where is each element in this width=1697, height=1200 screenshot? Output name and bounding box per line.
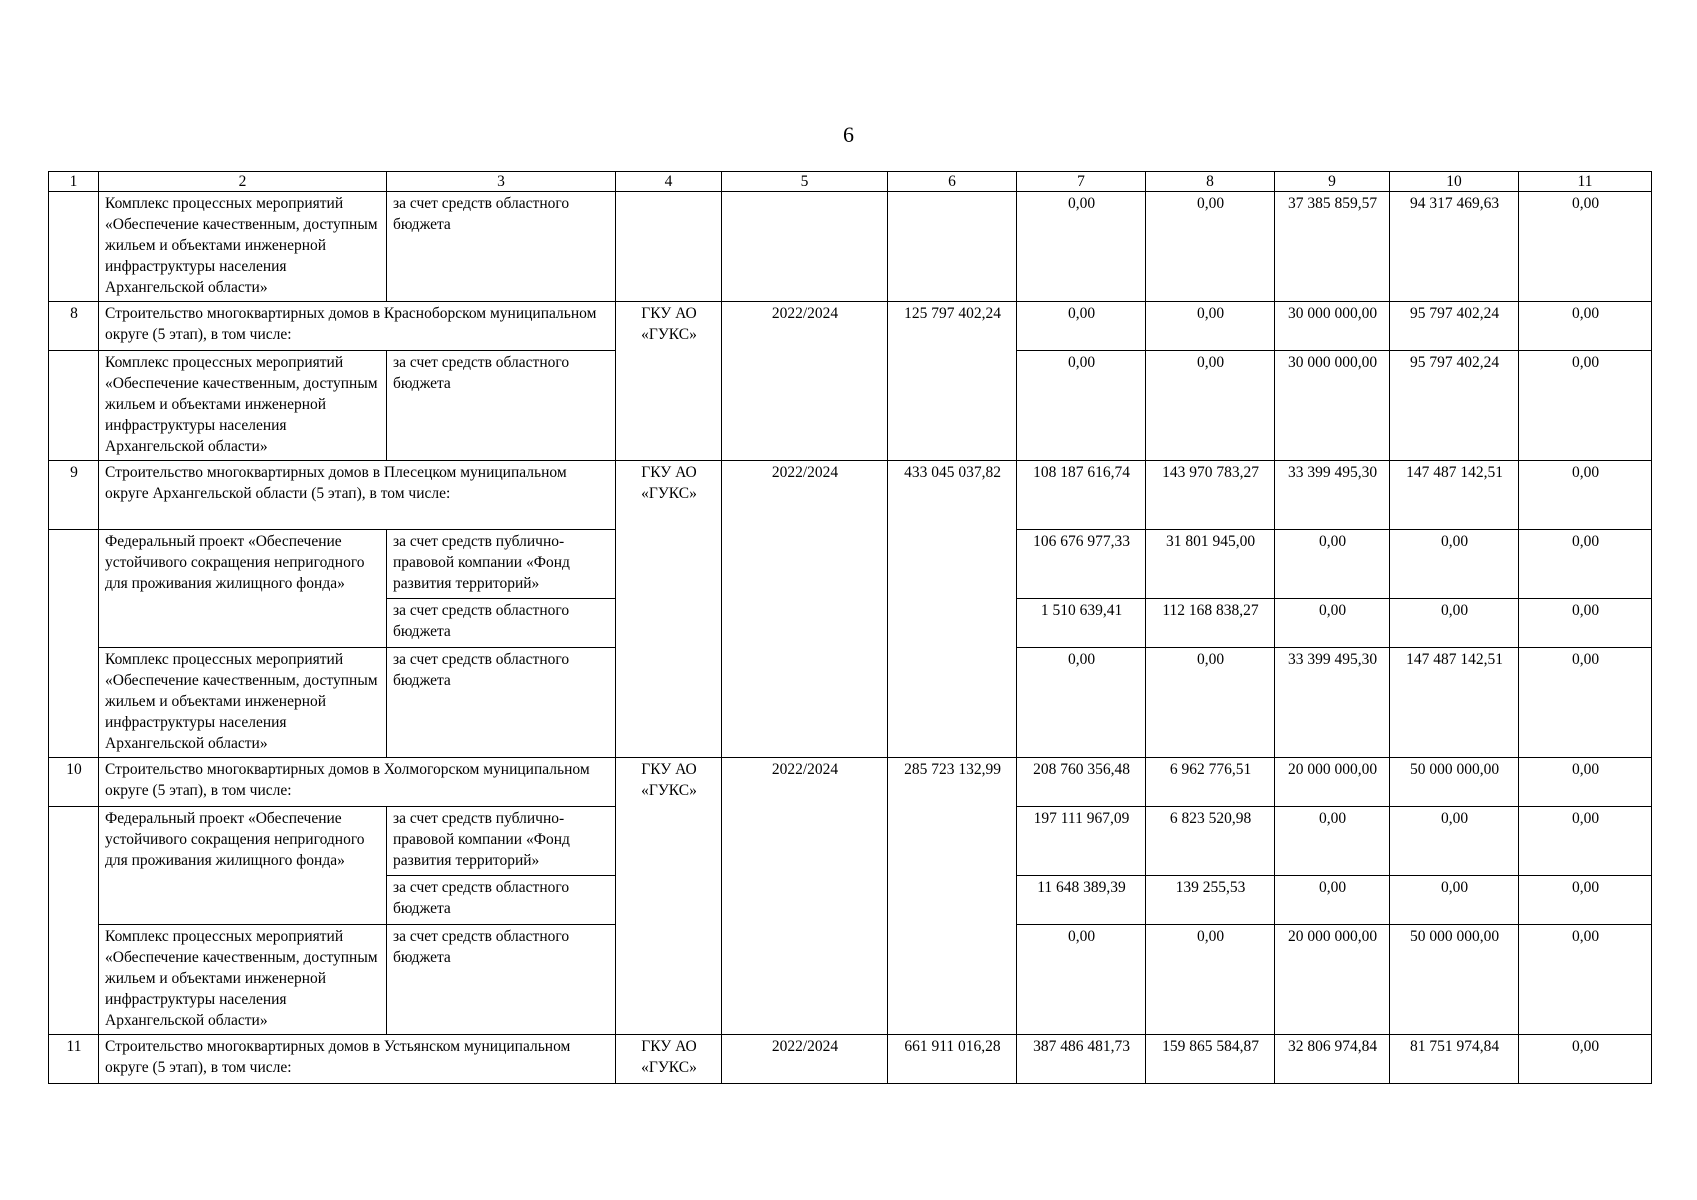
value-cell-9: 20 000 000,00 xyxy=(1275,758,1390,807)
value-cell-8: 0,00 xyxy=(1146,192,1275,302)
table-row xyxy=(49,758,1652,807)
value-cell-9: 33 399 495,30 xyxy=(1275,648,1390,758)
column-header: 7 xyxy=(1017,172,1146,192)
value-cell-7: 387 486 481,73 xyxy=(1017,1035,1146,1084)
table-header-row xyxy=(49,172,1652,192)
value-cell-11: 0,00 xyxy=(1519,1035,1652,1084)
value-cell-7: 197 111 967,09 xyxy=(1017,807,1146,876)
cost-cell: 661 911 016,28 xyxy=(888,1035,1017,1084)
table-row xyxy=(49,192,1652,302)
value-cell-10: 94 317 469,63 xyxy=(1390,192,1519,302)
row-number-cell: 9 xyxy=(49,461,99,530)
value-cell-10: 95 797 402,24 xyxy=(1390,351,1519,461)
row-number-cell xyxy=(49,807,99,1035)
value-cell-9: 32 806 974,84 xyxy=(1275,1035,1390,1084)
column-header: 9 xyxy=(1275,172,1390,192)
value-cell-8: 159 865 584,87 xyxy=(1146,1035,1275,1084)
page-number: 6 xyxy=(843,122,854,147)
row-number-cell: 10 xyxy=(49,758,99,807)
value-cell-10: 0,00 xyxy=(1390,876,1519,925)
column-header: 6 xyxy=(888,172,1017,192)
value-cell-8: 112 168 838,27 xyxy=(1146,599,1275,648)
funding-source-cell: за счет средств публично-правовой компании «Фонд развития территорий» xyxy=(387,807,616,876)
value-cell-8: 6 823 520,98 xyxy=(1146,807,1275,876)
column-header: 5 xyxy=(722,172,888,192)
value-cell-9: 0,00 xyxy=(1275,807,1390,876)
value-cell-11: 0,00 xyxy=(1519,599,1652,648)
column-header: 1 xyxy=(49,172,99,192)
measure-name-cell: Федеральный проект «Обеспечение устойчивого сокращения непригодного для проживания жилищного фонда» xyxy=(99,807,387,925)
value-cell-9: 30 000 000,00 xyxy=(1275,302,1390,351)
measure-name-cell: Комплекс процессных мероприятий «Обеспечение качественным, доступным жильем и объектами инженерной инфраструктуры населения Архангельской области» xyxy=(99,925,387,1035)
period-cell: 2022/2024 xyxy=(722,758,888,1035)
value-cell-10: 147 487 142,51 xyxy=(1390,461,1519,530)
value-cell-10: 50 000 000,00 xyxy=(1390,925,1519,1035)
value-cell-11: 0,00 xyxy=(1519,876,1652,925)
value-cell-7: 106 676 977,33 xyxy=(1017,530,1146,599)
funding-source-cell: за счет средств областного бюджета xyxy=(387,876,616,925)
value-cell-11: 0,00 xyxy=(1519,758,1652,807)
cost-cell: 125 797 402,24 xyxy=(888,302,1017,461)
funding-source-cell: за счет средств областного бюджета xyxy=(387,192,616,302)
row-number-cell xyxy=(49,530,99,758)
period-cell: 2022/2024 xyxy=(722,461,888,758)
value-cell-8: 139 255,53 xyxy=(1146,876,1275,925)
value-cell-9: 30 000 000,00 xyxy=(1275,351,1390,461)
column-header: 3 xyxy=(387,172,616,192)
value-cell-7: 0,00 xyxy=(1017,648,1146,758)
value-cell-8: 31 801 945,00 xyxy=(1146,530,1275,599)
value-cell-11: 0,00 xyxy=(1519,925,1652,1035)
funding-source-cell: за счет средств областного бюджета xyxy=(387,351,616,461)
customer-cell: ГКУ АО «ГУКС» xyxy=(616,758,722,1035)
period-cell: 2022/2024 xyxy=(722,1035,888,1084)
row-number-cell xyxy=(49,351,99,461)
measure-name-cell: Комплекс процессных мероприятий «Обеспечение качественным, доступным жильем и объектами инженерной инфраструктуры населения Архангельской области» xyxy=(99,351,387,461)
period-cell xyxy=(722,192,888,302)
value-cell-10: 0,00 xyxy=(1390,599,1519,648)
value-cell-8: 143 970 783,27 xyxy=(1146,461,1275,530)
value-cell-11: 0,00 xyxy=(1519,192,1652,302)
column-header: 2 xyxy=(99,172,387,192)
value-cell-11: 0,00 xyxy=(1519,648,1652,758)
value-cell-7: 0,00 xyxy=(1017,192,1146,302)
value-cell-7: 1 510 639,41 xyxy=(1017,599,1146,648)
value-cell-9: 0,00 xyxy=(1275,876,1390,925)
row-number-cell xyxy=(49,192,99,302)
value-cell-9: 33 399 495,30 xyxy=(1275,461,1390,530)
measure-name-cell: Комплекс процессных мероприятий «Обеспечение качественным, доступным жильем и объектами инженерной инфраструктуры населения Архангельской области» xyxy=(99,648,387,758)
object-name-cell: Строительство многоквартирных домов в Холмогорском муниципальном округе (5 этап), в том числе: xyxy=(99,758,616,807)
funding-source-cell: за счет средств областного бюджета xyxy=(387,925,616,1035)
value-cell-10: 0,00 xyxy=(1390,530,1519,599)
value-cell-7: 0,00 xyxy=(1017,351,1146,461)
value-cell-11: 0,00 xyxy=(1519,302,1652,351)
value-cell-11: 0,00 xyxy=(1519,530,1652,599)
value-cell-10: 0,00 xyxy=(1390,807,1519,876)
value-cell-7: 208 760 356,48 xyxy=(1017,758,1146,807)
cost-cell: 433 045 037,82 xyxy=(888,461,1017,758)
row-number-cell: 11 xyxy=(49,1035,99,1084)
value-cell-10: 50 000 000,00 xyxy=(1390,758,1519,807)
value-cell-9: 37 385 859,57 xyxy=(1275,192,1390,302)
column-header: 10 xyxy=(1390,172,1519,192)
cost-cell: 285 723 132,99 xyxy=(888,758,1017,1035)
customer-cell: ГКУ АО «ГУКС» xyxy=(616,461,722,758)
measure-name-cell: Комплекс процессных мероприятий «Обеспечение качественным, доступным жильем и объектами инженерной инфраструктуры населения Архангельской области» xyxy=(99,192,387,302)
value-cell-9: 20 000 000,00 xyxy=(1275,925,1390,1035)
customer-cell: ГКУ АО «ГУКС» xyxy=(616,1035,722,1084)
object-name-cell: Строительство многоквартирных домов в Плесецком муниципальном округе Архангельской области (5 этап), в том числе: xyxy=(99,461,616,530)
value-cell-9: 0,00 xyxy=(1275,599,1390,648)
cost-cell xyxy=(888,192,1017,302)
value-cell-9: 0,00 xyxy=(1275,530,1390,599)
column-header: 8 xyxy=(1146,172,1275,192)
table-row xyxy=(49,461,1652,530)
funding-source-cell: за счет средств областного бюджета xyxy=(387,648,616,758)
value-cell-8: 0,00 xyxy=(1146,648,1275,758)
table-row xyxy=(49,302,1652,351)
value-cell-8: 0,00 xyxy=(1146,351,1275,461)
column-header: 11 xyxy=(1519,172,1652,192)
funding-source-cell: за счет средств областного бюджета xyxy=(387,599,616,648)
value-cell-10: 95 797 402,24 xyxy=(1390,302,1519,351)
value-cell-11: 0,00 xyxy=(1519,461,1652,530)
budget-table xyxy=(48,171,1652,1084)
measure-name-cell: Федеральный проект «Обеспечение устойчивого сокращения непригодного для проживания жилищного фонда» xyxy=(99,530,387,648)
funding-source-cell: за счет средств публично-правовой компании «Фонд развития территорий» xyxy=(387,530,616,599)
customer-cell: ГКУ АО «ГУКС» xyxy=(616,302,722,461)
value-cell-8: 0,00 xyxy=(1146,925,1275,1035)
value-cell-7: 108 187 616,74 xyxy=(1017,461,1146,530)
row-number-cell: 8 xyxy=(49,302,99,351)
value-cell-8: 0,00 xyxy=(1146,302,1275,351)
period-cell: 2022/2024 xyxy=(722,302,888,461)
value-cell-11: 0,00 xyxy=(1519,807,1652,876)
object-name-cell: Строительство многоквартирных домов в Устьянском муниципальном округе (5 этап), в том числе: xyxy=(99,1035,616,1084)
value-cell-10: 147 487 142,51 xyxy=(1390,648,1519,758)
value-cell-7: 0,00 xyxy=(1017,925,1146,1035)
value-cell-11: 0,00 xyxy=(1519,351,1652,461)
column-header: 4 xyxy=(616,172,722,192)
value-cell-8: 6 962 776,51 xyxy=(1146,758,1275,807)
value-cell-10: 81 751 974,84 xyxy=(1390,1035,1519,1084)
value-cell-7: 0,00 xyxy=(1017,302,1146,351)
table-row xyxy=(49,1035,1652,1084)
customer-cell xyxy=(616,192,722,302)
value-cell-7: 11 648 389,39 xyxy=(1017,876,1146,925)
object-name-cell: Строительство многоквартирных домов в Красноборском муниципальном округе (5 этап), в том числе: xyxy=(99,302,616,351)
